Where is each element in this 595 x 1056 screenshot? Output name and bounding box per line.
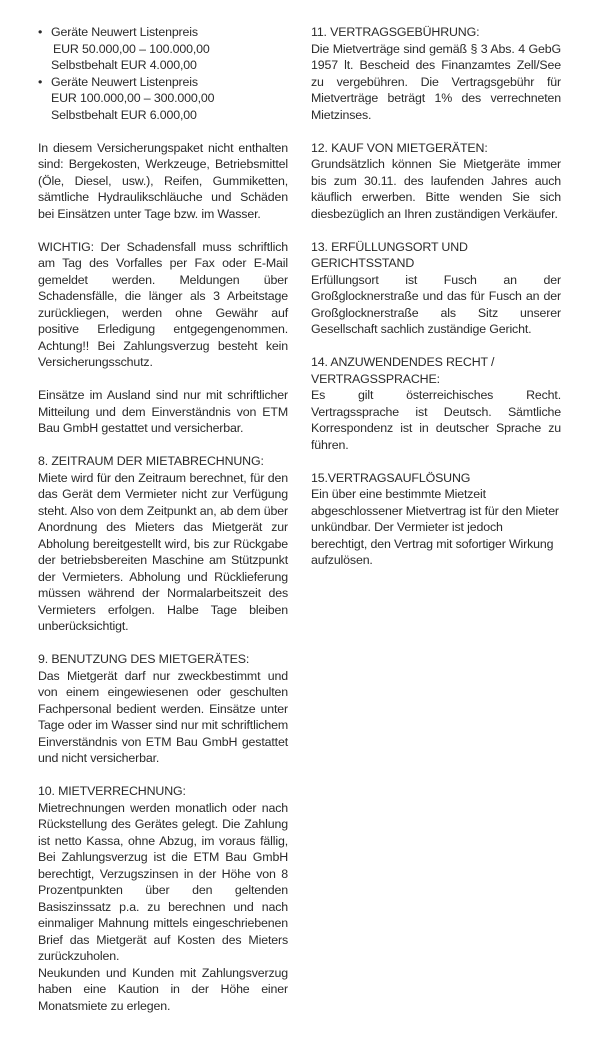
section-heading: 13. ERFÜLLUNGSORT UND GERICHTSSTAND xyxy=(311,239,468,270)
section-13 xyxy=(311,239,561,338)
left-column xyxy=(38,24,288,1031)
section-body: Erfüllungsort ist Fusch an der Großglocknerstraße und das für Fusch an der Großglocknerstraße als Sitz unserer Gesellschaft sachlich zuständige Gericht. xyxy=(311,272,561,336)
section-body: Es gilt österreichisches Recht. Vertragssprache ist Deutsch. Sämtliche Korrespondenz ist in deutscher Sprache zu führen. xyxy=(311,388,561,452)
section-15 xyxy=(311,470,561,569)
section-body-continued: Neukunden und Kunden mit Zahlungsverzug haben eine Kaution in der Höhe einer Monatsmiete zu erlegen. xyxy=(38,965,288,1013)
section-9 xyxy=(38,651,288,767)
section-11 xyxy=(311,24,561,123)
abroad-paragraph: Einsätze im Ausland sind nur mit schriftlicher Mitteilung und dem Einverständnis von ETM Bau GmbH gestattet und versicherbar. xyxy=(38,388,288,435)
section-14 xyxy=(311,354,561,453)
bullet-deductible: Selbstbehalt EUR 6.000,00 xyxy=(51,107,197,122)
section-heading: 14. ANZUWENDENDES RECHT / VERTRAGSSPRACHE: xyxy=(311,355,495,386)
section-heading: 15.VERTRAGSAUFLÖSUNG xyxy=(311,470,471,485)
bullet-price: EUR 50.000,00 – 100.000,00 xyxy=(53,41,210,56)
bullet-icon: • xyxy=(38,74,43,89)
list-item xyxy=(38,24,288,74)
bullet-deductible: Selbstbehalt EUR 4.000,00 xyxy=(51,58,197,72)
price-list xyxy=(38,24,288,123)
section-heading: 12. KAUF VON MIETGERÄTEN: xyxy=(311,140,488,155)
right-column xyxy=(311,24,561,585)
section-heading: 8. ZEITRAUM DER MIETABRECHNUNG: xyxy=(38,454,264,468)
bullet-icon: • xyxy=(38,25,43,39)
bullet-title: Geräte Neuwert Listenpreis xyxy=(51,25,198,39)
section-heading: 10. MIETVERRECHNUNG: xyxy=(38,784,186,798)
section-heading: 9. BENUTZUNG DES MIETGERÄTES: xyxy=(38,652,250,666)
section-body: Mietrechnungen werden monatlich oder nach Rückstellung des Gerätes gelegt. Die Zahlung ist netto Kassa, ohne Abzug, im voraus fällig, Bei Zahlungsverzug ist die ETM Bau GmbH berechtigt, Verzugszinsen in der Höhe von 8 Prozentpunkten über den geltenden Basiszinssatz p.a. zu berechnen und nach einmaliger Mahnung mittels eingeschriebenen Brief das Mietgerät auf Kosten des Mieters zurückzuholen. xyxy=(38,800,288,963)
section-body: Ein über eine bestimmte Mietzeit abgeschlossener Mietvertrag ist für den Mieter unkündbar. Der Vermieter ist jedoch berechtigt, den Vertrag mit sofortiger Wirkung aufzulösen. xyxy=(311,487,559,567)
bullet-price: EUR 100.000,00 – 300.000,00 xyxy=(51,91,215,105)
section-12 xyxy=(311,140,561,223)
section-heading: 11. VERTRAGSGEBÜHRUNG: xyxy=(311,25,480,39)
bullet-title: Geräte Neuwert Listenpreis xyxy=(51,74,198,89)
section-body: Das Mietgerät darf nur zweckbestimmt und von einem eingewiesenen oder geschulten Fachpersonal bedient werden. Einsätze unter Tage oder im Wasser sind nur mit schriftlichem Einverständnis von ETM Bau GmbH gestattet und nicht versicherbar. xyxy=(38,668,288,765)
section-body: Grundsätzlich können Sie Mietgeräte immer bis zum 30.11. des laufenden Jahres auch käuflich erwerben. Bitte wenden Sie sich diesbezüglich an Ihren zuständigen Verkäufer. xyxy=(311,157,561,221)
important-notice: WICHTIG: Der Schadensfall muss schriftlich am Tag des Vorfalles per Fax oder E-Mail gemeldet werden. Meldungen über Schadensfälle, die länger als 3 Arbeitstage zurückliegen, werden ohne Gewähr auf positive Erledigung entgegengenommen. Achtung!! Bei Zahlungsverzug besteht kein Versicherungsschutz. xyxy=(38,239,288,369)
list-item xyxy=(38,74,288,124)
exclusions-paragraph: In diesem Versicherungspaket nicht enthalten sind: Bergekosten, Werkzeuge, Betriebsmittel (Öle, Diesel, usw.), Reifen, Gummiketten, sämtliche Hydraulikschläuche und Schäden bei Einsätzen unter Tage bzw. im Wasser. xyxy=(38,140,288,221)
section-8 xyxy=(38,453,288,635)
section-body: Miete wird für den Zeitraum berechnet, für den das Gerät dem Vermieter nicht zur Verfügung steht. Also von dem Zeitpunkt an, ab dem über Anordnung des Mieters das Mietgerät zur Abholung bereitgestellt wird, bis zur Rückgabe der betriebsbereiten Maschine am Stützpunkt der Vermieters. Abholung und Rücklieferung müssen während der Normalarbeitszeit des Vermieters erfolgen. Halbe Tage bleiben unberücksichtigt. xyxy=(38,470,288,633)
section-10 xyxy=(38,783,288,1014)
section-body: Die Mietverträge sind gemäß § 3 Abs. 4 GebG 1957 lt. Bescheid des Finanzamtes Zell/See zu vergebühren. Die Vertragsgebühr für Mietverträge beträgt 1% des verrechneten Mietzinses. xyxy=(311,41,561,122)
